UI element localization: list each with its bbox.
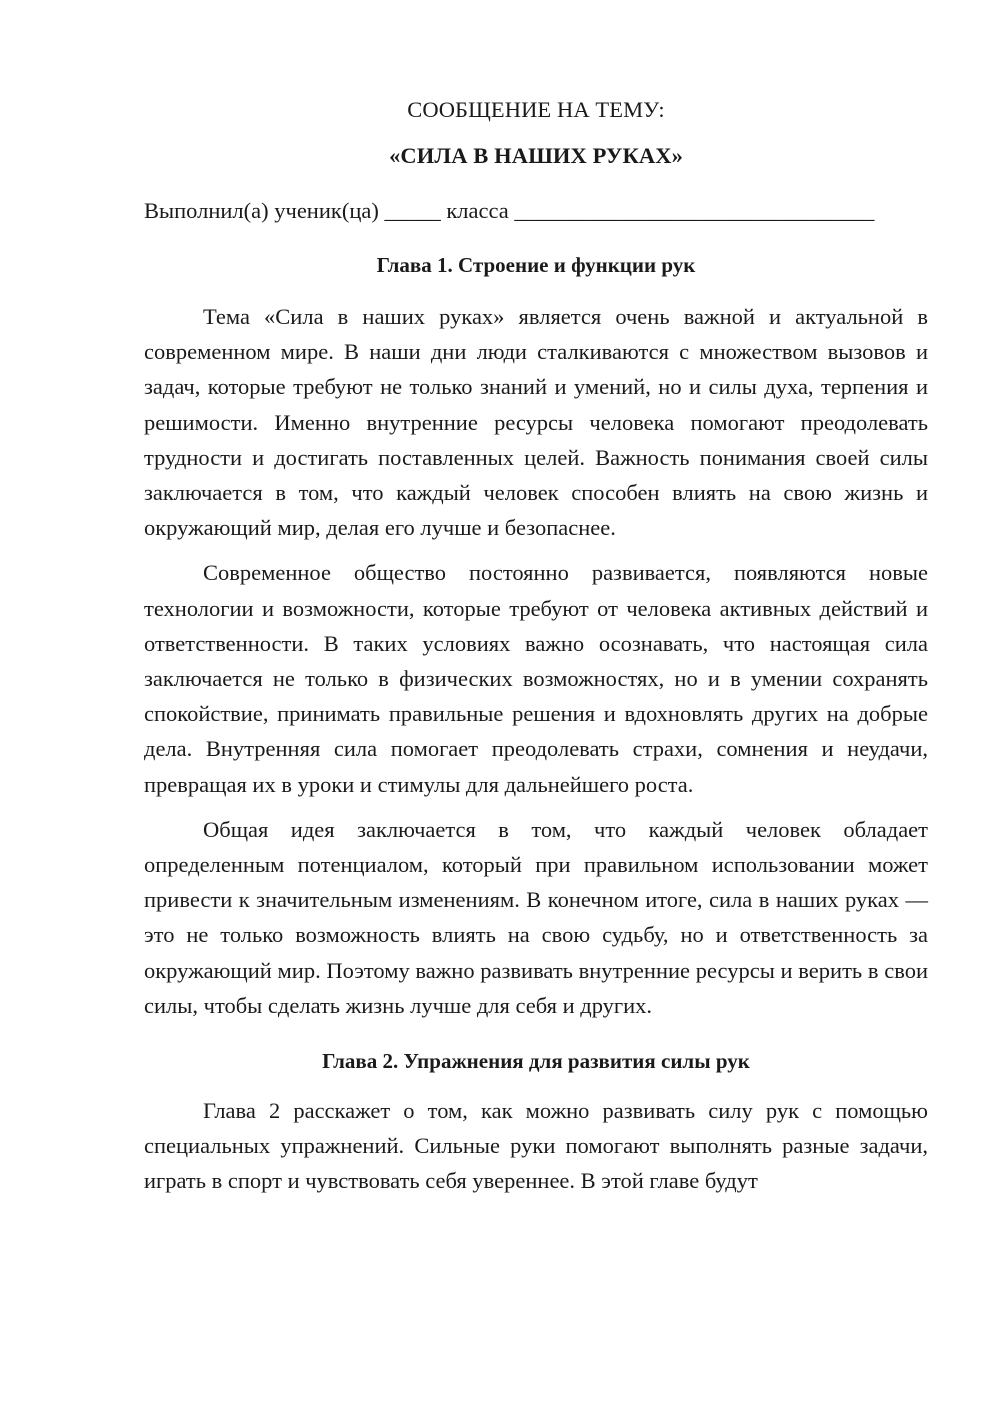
document-body: [144, 96, 928, 1199]
student-info-line: Выполнил(а) ученик(ца) _____ класса ________________________________: [144, 198, 875, 223]
chapter-2-paragraph-1: Глава 2 расскажет о том, как можно развивать силу рук с помощью специальных упражнений. Сильные руки помогают выполнять разные задачи, играть в спорт и чувствовать себя увереннее. В этой главе будут: [144, 1098, 928, 1194]
chapter-1-heading: Глава 1. Строение и функции рук: [376, 253, 696, 277]
document-title-line-2: «СИЛА В НАШИХ РУКАХ»: [389, 143, 683, 168]
document-title-line-1: СООБЩЕНИЕ НА ТЕМУ:: [407, 97, 665, 122]
chapter-2-heading: Глава 2. Упражнения для развития силы рук: [322, 1049, 750, 1074]
chapter-1-paragraph-1: Тема «Сила в наших руках» является очень важной и актуальной в современном мире. В наши дни люди сталкиваются с множеством вызовов и задач, которые требуют не только знаний и умений, но и силы духа, терпения и решимости. Именно внутренние ресурсы человека помогают преодолевать трудности и достигать поставленных целей. Важность понимания своей силы заключается в том, что каждый человек способен влиять на свою жизнь и окружающий мир, делая его лучше и безопаснее.: [144, 304, 928, 541]
chapter-1-paragraph-3: Общая идея заключается в том, что каждый человек обладает определенным потенциалом, который при правильном использовании может привести к значительным изменениям. В конечном итоге, сила в наших руках — это не только возможность влиять на свою судьбу, но и ответственность за окружающий мир. Поэтому важно развивать внутренние ресурсы и верить в свои силы, чтобы сделать жизнь лучше для себя и других.: [144, 816, 928, 1018]
chapter-1-paragraph-2: Современное общество постоянно развивается, появляются новые технологии и возможности, которые требуют от человека активных действий и ответственности. В таких условиях важно осознавать, что настоящая сила заключается не только в физических возможностях, но и в умении сохранять спокойствие, принимать правильные решения и вдохновлять других на добрые дела. Внутренняя сила помогает преодолевать страхи, сомнения и неудачи, превращая их в уроки и стимулы для дальнейшего роста.: [144, 560, 928, 797]
